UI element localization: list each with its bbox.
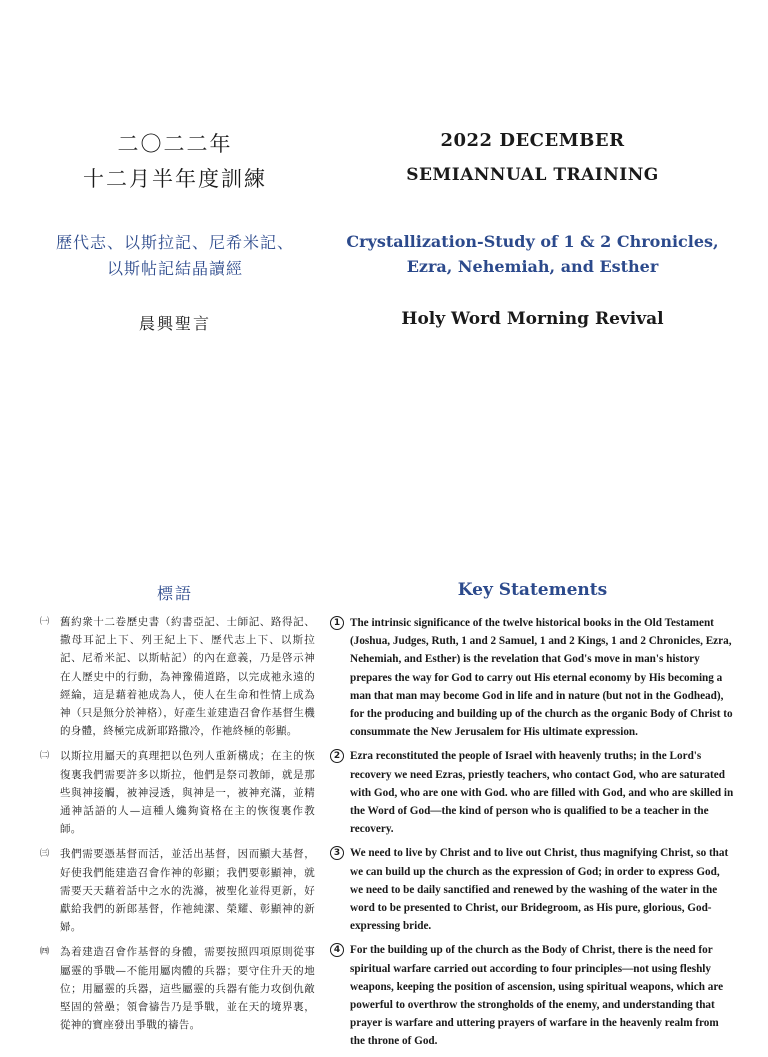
en-training-title: SEMIANNUAL TRAINING — [406, 165, 659, 185]
zh-training-title: 十二月半年度訓練 — [83, 167, 267, 191]
zh-key-statement — [40, 613, 315, 740]
zh-item-text: 我們需要憑基督而活，並活出基督，因而顯大基督，好使我們能建造召會作神的彰顯；我們要彰顯神，就需要天天藉着話中之水的洗滌，被聖化並得更新，好獻給我們的新郎基督，作祂純潔、榮耀、彰顯神的新婦。 — [60, 848, 315, 934]
en-item-text: The intrinsic significance of the twelve historical books in the Old Testament (Joshua, Judges, Ruth, 1 and 2 Samuel, 1 and 2 Kings, 1 and 2 Chronicles, Ezra, Nehemiah, and Esther) is the revelation that God's move in man's history prepares the way for God to carry out His eternal economy by His becoming a man that man may become God in life and in nature (but not in the Godhead), for the producing and building up of the church as the organic Body of Christ to consummate the New Jerusalem for His ultimate expression. — [350, 617, 733, 739]
zh-key-statement — [40, 845, 315, 936]
zh-item-text: 為着建造召會作基督的身體，需要按照四項原則從事屬靈的爭戰—不能用屬肉體的兵器；要守住升天的地位；用屬靈的兵器，這些屬靈的兵器有能力攻倒仇敵堅固的營壘；領會禱告乃是爭戰，並在天的境界裏，從神的寶座發出爭戰的禱告。 — [60, 946, 315, 1032]
en-subject-line: Crystallization-Study of 1 & 2 Chronicles, — [346, 232, 719, 251]
en-revival-title: Holy Word Morning Revival — [401, 309, 664, 329]
en-key-statement — [330, 747, 735, 838]
zh-item-marker: ㈣ — [40, 947, 50, 958]
en-year-title: 2022 DECEMBER — [440, 130, 625, 151]
zh-item-text: 以斯拉用屬天的真理把以色列人重新構成；在主的恢復裏我們需要許多以斯拉，他們是祭司教師，就是那些與神接觸，被神浸透，與神是一，被神充滿，並精通神話語的人—這種人纔夠資格在主的恢復裏作教師。 — [60, 750, 315, 836]
en-item-number: 3 — [330, 846, 344, 860]
zh-subject-line: 歷代志、以斯拉記、尼希米記、 — [55, 233, 294, 252]
zh-revival-title: 晨興聖言 — [138, 314, 211, 333]
zh-item-marker: ㈡ — [40, 751, 50, 762]
zh-key-statements-heading: 標語 — [156, 584, 193, 603]
zh-key-statement — [40, 747, 315, 838]
en-subject-title — [330, 229, 735, 279]
zh-key-statements-list — [40, 613, 315, 1041]
en-key-statements-heading: Key Statements — [457, 580, 608, 600]
zh-subject-line: 以斯帖記結晶讀經 — [106, 259, 243, 278]
zh-item-marker: ㈠ — [40, 617, 50, 627]
zh-key-statement — [40, 943, 315, 1034]
en-item-number: 1 — [330, 616, 344, 630]
en-key-statement — [330, 614, 735, 741]
en-item-number: 4 — [330, 943, 344, 957]
en-key-statement — [330, 941, 735, 1050]
zh-subject-title — [40, 230, 310, 282]
en-key-statements-list — [330, 614, 735, 1057]
en-item-number: 2 — [330, 749, 344, 763]
en-item-text: Ezra reconstituted the people of Israel with heavenly truths; in the Lord's recovery we need Ezras, priestly teachers, who contact God, who are saturated with God, who are one with God. who are filled with God, and who are skilled in the Word of God—the kind of person who is qualified to be a teacher in the recovery. — [350, 750, 734, 836]
zh-year-title: 二〇二二年 — [117, 132, 233, 156]
en-item-text: For the building up of the church as the Body of Christ, there is the need for spiritual warfare carried out according to four principles—not using fleshly weapons, keeping the position of ascension, using spiritual weapons, which are powerful to overthrow the strongholds of the enemy, and understanding that prayer is warfare and uttering prayers of warfare in the heavenly realm from the throne of God. — [350, 944, 724, 1048]
zh-item-text: 舊約衆十二卷歷史書（約書亞記、士師記、路得記、撒母耳記上下、列王紀上下、歷代志上下、以斯拉記、尼希米記、以斯帖記）的內在意義，乃是啓示神在人歷史中的行動，為神豫備道路，以完成祂永遠的經綸，這是藉着祂成為人，使人在生命和性情上成為神（只是無分於神格），好產生並建造召會作基督生機的身體，終極完成新耶路撒冷，作祂終極的彰顯。 — [60, 616, 315, 738]
zh-item-marker: ㈢ — [40, 849, 50, 860]
en-key-statement — [330, 844, 735, 935]
en-item-text: We need to live by Christ and to live out Christ, thus magnifying Christ, so that we can build up the church as the expression of God; in order to express God, we need to be daily sanctified and renewed by the washing of the water in the word to be presented to Christ, our Bridegroom, as His pure, glorious, God-expressing bride. — [350, 847, 729, 933]
en-subject-line: Ezra, Nehemiah, and Esther — [406, 257, 659, 276]
